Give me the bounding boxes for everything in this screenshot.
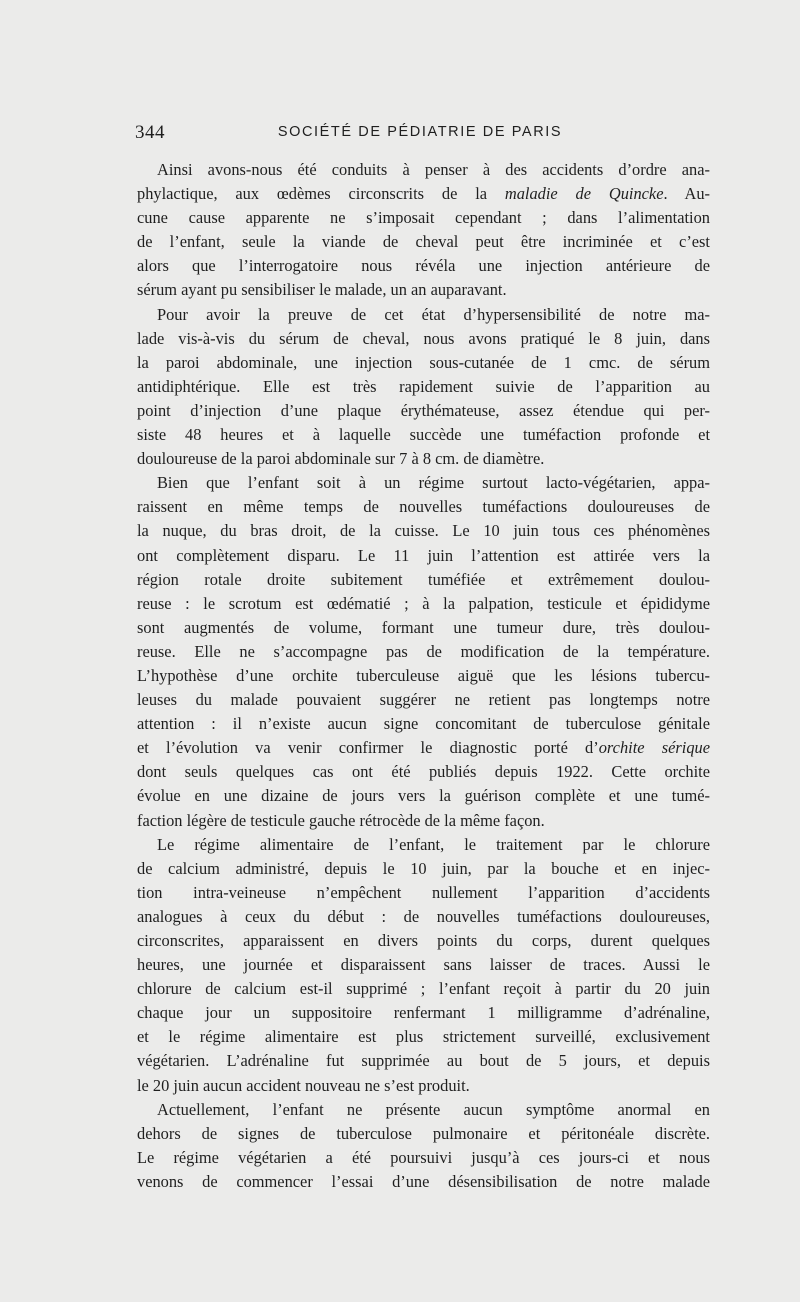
text-line: alors que l’interrogatoire nous révéla une injection antérieure de xyxy=(137,256,710,276)
text-line: venons de commencer l’essai d’une désensibilisation de notre malade xyxy=(137,1171,710,1191)
text-line: analogues à ceux du début : de nouvelles tuméfactions douloureuses, xyxy=(137,906,710,926)
text-line: Le régime végétarien a été poursuivi jusqu’à ces jours-ci et nous xyxy=(137,1147,710,1167)
text-line: la nuque, du bras droit, de la cuisse. Le 10 juin tous ces phénomènes xyxy=(137,521,710,541)
text-line: dont seuls quelques cas ont été publiés depuis 1922. Cette orchite xyxy=(137,762,710,782)
text-line: phylactique, aux œdèmes circonscrits de la maladie de Quincke. Au- xyxy=(137,184,711,204)
text-line: chaque jour un suppositoire renfermant 1 milligramme d’adrénaline, xyxy=(137,1003,710,1023)
running-head: SOCIÉTÉ DE PÉDIATRIE DE PARIS xyxy=(277,124,563,140)
text-line: reuse : le scrotum est œdématié ; à la palpation, testicule et épididyme xyxy=(137,593,710,613)
text-line: ont complètement disparu. Le 11 juin l’attention est attirée vers la xyxy=(137,545,710,565)
text-line: Pour avoir la preuve de cet état d’hypersensibilité de notre ma- xyxy=(157,304,710,324)
italic-term: orchite sérique xyxy=(598,738,710,758)
text-line: tion intra-veineuse n’empêchent nullement l’apparition d’accidents xyxy=(137,882,710,902)
text-line: antidiphtérique. Elle est très rapidement suivie de l’apparition au xyxy=(137,376,710,396)
text-line: douloureuse de la paroi abdominale sur 7 à 8 cm. de diamètre. xyxy=(137,449,545,469)
paragraph xyxy=(137,158,710,303)
text-line: L’hypothèse d’une orchite tuberculeuse aiguë que les lésions tubercu- xyxy=(137,665,710,685)
paragraph xyxy=(137,1098,710,1194)
text-line: faction légère de testicule gauche rétrocède de la même façon. xyxy=(137,810,545,830)
page-number: 344 xyxy=(135,122,165,143)
text-line: reuse. Elle ne s’accompagne pas de modification de la température. xyxy=(137,641,710,661)
text-line: la paroi abdominale, une injection sous-cutanée de 1 cmc. de sérum xyxy=(137,352,710,372)
text-line: de calcium administré, depuis le 10 juin, par la bouche et en injec- xyxy=(137,858,710,878)
text-line: région rotale droite subitement tuméfiée et extrêmement doulou- xyxy=(137,569,710,589)
text-line: heures, une journée et disparaissent sans laisser de traces. Aussi le xyxy=(137,955,710,975)
text-line: sont augmentés de volume, formant une tumeur dure, très doulou- xyxy=(137,617,710,637)
text-line: point d’injection d’une plaque érythémateuse, assez étendue qui per- xyxy=(137,400,710,420)
paragraph xyxy=(137,303,710,472)
text-line: le 20 juin aucun accident nouveau ne s’est produit. xyxy=(137,1075,470,1095)
text-line: et l’évolution va venir confirmer le diagnostic porté d’orchite sérique xyxy=(137,738,710,758)
text-line: cune cause apparente ne s’imposait cependant ; dans l’alimentation xyxy=(137,208,710,228)
paragraph xyxy=(137,471,710,832)
paragraph xyxy=(137,833,710,1098)
text-line: chlorure de calcium est-il supprimé ; l’enfant reçoit à partir du 20 juin xyxy=(137,979,710,999)
text-line: Bien que l’enfant soit à un régime surtout lacto-végétarien, appa- xyxy=(157,473,710,493)
italic-term: maladie de Quincke xyxy=(504,184,664,204)
text-line: sérum ayant pu sensibiliser le malade, un an auparavant. xyxy=(137,280,507,300)
text-line: raissent en même temps de nouvelles tuméfactions douloureuses de xyxy=(137,497,710,517)
text-line: végétarien. L’adrénaline fut supprimée au bout de 5 jours, et depuis xyxy=(137,1051,710,1071)
text-line: circonscrites, apparaissent en divers points du corps, durent quelques xyxy=(137,931,710,950)
text-line: de l’enfant, seule la viande de cheval peut être incriminée et c’est xyxy=(137,232,710,252)
text-line: lade vis-à-vis du sérum de cheval, nous avons pratiqué le 8 juin, dans xyxy=(137,328,710,348)
text-line: Le régime alimentaire de l’enfant, le traitement par le chlorure xyxy=(157,834,710,854)
text-line: évolue en une dizaine de jours vers la guérison complète et une tumé- xyxy=(137,786,710,806)
text-line: dehors de signes de tuberculose pulmonaire et péritonéale discrète. xyxy=(137,1123,710,1143)
text-line: et le régime alimentaire est plus strictement surveillé, exclusivement xyxy=(137,1027,710,1047)
text-line: attention : il n’existe aucun signe concomitant de tuberculose génitale xyxy=(137,714,710,734)
body-text xyxy=(137,158,710,1194)
text-line: Ainsi avons-nous été conduits à penser à des accidents d’ordre ana- xyxy=(157,160,710,179)
text-line: leuses du malade pouvaient suggérer ne retient pas longtemps notre xyxy=(137,690,710,710)
text-line: Actuellement, l’enfant ne présente aucun symptôme anormal en xyxy=(157,1099,710,1119)
text-line: siste 48 heures et à laquelle succède une tuméfaction profonde et xyxy=(137,425,710,445)
